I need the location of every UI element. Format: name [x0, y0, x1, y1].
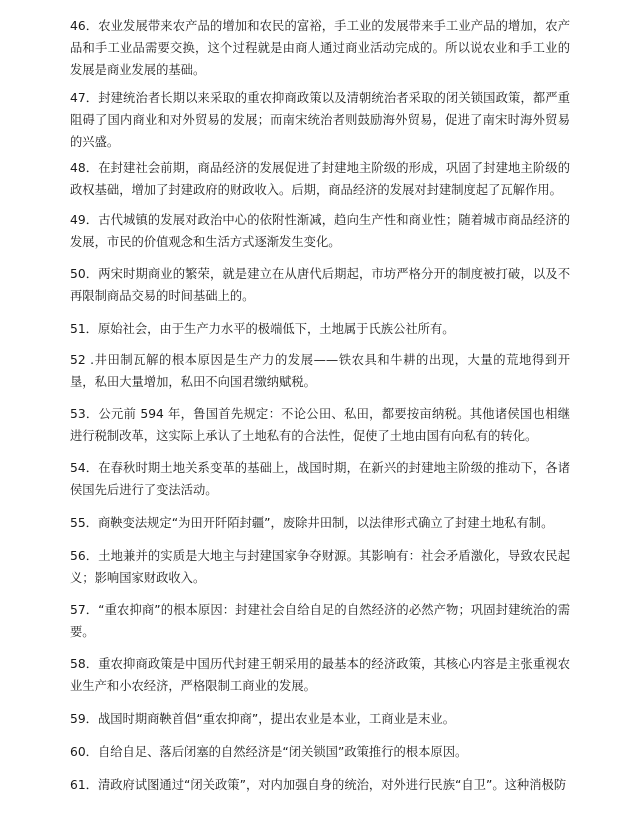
paragraph-item-58: 58．重农抑商政策是中国历代封建王朝采用的最基本的经济政策，其核心内容是主张重视农业生产和小农经济，严格限制工商业的发展。 [70, 657, 570, 693]
paragraph-item-48: 48．在封建社会前期，商品经济的发展促进了封建地主阶级的形成，巩固了封建地主阶级的政权基础，增加了封建政府的财政收入。后期，商品经济的发展对封建制度起了瓦解作用。 [70, 161, 570, 197]
paragraph-item-49: 49．古代城镇的发展对政治中心的依附性渐减，趋向生产性和商业性；随着城市商品经济的发展，市民的价值观念和生活方式逐渐发生变化。 [70, 213, 570, 249]
paragraph-item-57: 57．“重农抑商”的根本原因：封建社会自给自足的自然经济的必然产物；巩固封建统治的需要。 [70, 603, 570, 639]
paragraph-item-55: 55．商鞅变法规定“为田开阡陌封疆”，废除井田制，以法律形式确立了封建土地私有制。 [70, 516, 554, 530]
paragraph-item-60: 60．自给自足、落后闭塞的自然经济是“闭关锁国”政策推行的根本原因。 [70, 745, 468, 759]
paragraph-item-54: 54．在春秋时期土地关系变革的基础上，战国时期，在新兴的封建地主阶级的推动下，各诸侯国先后进行了变法活动。 [70, 461, 570, 497]
paragraph-item-50: 50．两宋时期商业的繁荣，就是建立在从唐代后期起，市坊严格分开的制度被打破，以及不再限制商品交易的时间基础上的。 [70, 267, 570, 303]
paragraph-item-56: 56．土地兼并的实质是大地主与封建国家争夺财源。其影响有：社会矛盾激化，导致农民起义；影响国家财政收入。 [70, 549, 570, 585]
paragraph-item-53: 53．公元前 594 年，鲁国首先规定：不论公田、私田，都要按亩纳税。其他诸侯国也相继进行税制改革，这实际上承认了土地私有的合法性，促使了土地由国有向私有的转化。 [70, 407, 570, 443]
paragraph-item-61: 61．清政府试图通过“闭关政策”，对内加强自身的统治，对外进行民族“自卫”。这种消极防 [70, 778, 567, 792]
paragraph-item-52: 52 .井田制瓦解的根本原因是生产力的发展——铁农具和牛耕的出现，大量的荒地得到开垦，私田大量增加，私田不向国君缴纳赋税。 [70, 353, 570, 389]
paragraph-item-51: 51．原始社会，由于生产力水平的极端低下，土地属于氏族公社所有。 [70, 322, 455, 336]
paragraph-item-47: 47．封建统治者长期以来采取的重农抑商政策以及清朝统治者采取的闭关锁国政策，都严重阻碍了国内商业和对外贸易的发展；而南宋统治者则鼓励海外贸易，促进了南宋时海外贸易的兴盛。 [70, 91, 570, 149]
paragraph-item-46: 46．农业发展带来农产品的增加和农民的富裕，手工业的发展带来手工业产品的增加，农产品和手工业品需要交换，这个过程就是由商人通过商业活动完成的。所以说农业和手工业的发展是商业发展的基础。 [70, 19, 570, 77]
paragraph-item-59: 59．战国时期商鞅首倡“重农抑商”，提出农业是本业，工商业是末业。 [70, 712, 455, 726]
